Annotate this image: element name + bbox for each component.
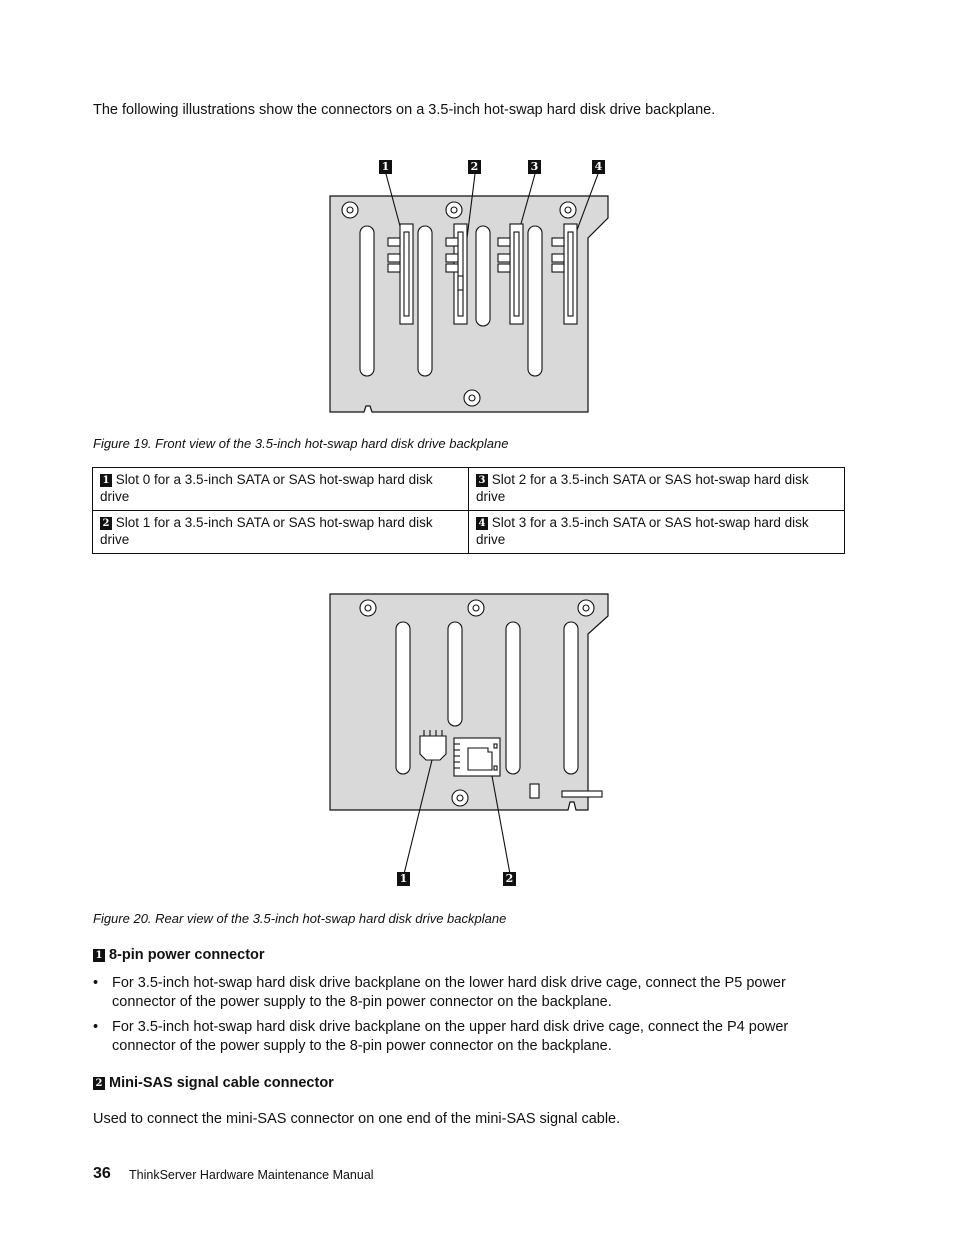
callout-badge: 1 bbox=[93, 949, 105, 962]
figure19-callout-2: 2 bbox=[468, 160, 481, 174]
figure20-callout-1: 1 bbox=[397, 872, 410, 886]
front-backplane-drawing bbox=[320, 160, 620, 420]
mini-sas-description: Used to connect the mini-SAS connector on one end of the mini-SAS signal cable. bbox=[93, 1111, 621, 1127]
section-heading-power-connector bbox=[93, 947, 265, 963]
small-jumper bbox=[530, 784, 539, 798]
footer-title: ThinkServer Hardware Maintenance Manual bbox=[129, 1168, 374, 1182]
table-row bbox=[93, 511, 845, 554]
section-heading-text: 8-pin power connector bbox=[109, 947, 265, 963]
figure-19-caption: Figure 19. Front view of the 3.5-inch hot-swap hard disk drive backplane bbox=[93, 436, 509, 451]
figure19-callout-1: 1 bbox=[379, 160, 392, 174]
table-cell bbox=[469, 468, 845, 511]
table-cell bbox=[93, 468, 469, 511]
table-row bbox=[93, 468, 845, 511]
table-cell bbox=[93, 511, 469, 554]
cell-text: Slot 0 for a 3.5-inch SATA or SAS hot-swap hard disk drive bbox=[100, 472, 433, 504]
figure19-callout-4: 4 bbox=[592, 160, 605, 174]
callout-badge: 3 bbox=[476, 474, 488, 487]
mini-sas-connector bbox=[454, 738, 500, 776]
callout-badge: 2 bbox=[93, 1077, 105, 1090]
callout-badge: 4 bbox=[476, 517, 488, 530]
power-connector-bullets bbox=[93, 974, 853, 1062]
cell-text: Slot 1 for a 3.5-inch SATA or SAS hot-swap hard disk drive bbox=[100, 515, 433, 547]
slot-legend-table bbox=[92, 467, 845, 554]
page-number: 36 bbox=[93, 1165, 111, 1182]
section-heading-mini-sas bbox=[93, 1075, 334, 1091]
list-item: • For 3.5-inch hot-swap hard disk drive backplane on the lower hard disk drive cage, connect the P5 power connector of the power supply to the 8-pin power connector on the backplane. bbox=[93, 975, 786, 1010]
intro-text: The following illustrations show the connectors on a 3.5-inch hot-swap hard disk drive backplane. bbox=[93, 102, 716, 118]
callout-badge: 1 bbox=[100, 474, 112, 487]
cell-text: Slot 3 for a 3.5-inch SATA or SAS hot-swap hard disk drive bbox=[476, 515, 809, 547]
figure20-callout-2: 2 bbox=[503, 872, 516, 886]
list-item-text: For 3.5-inch hot-swap hard disk drive backplane on the lower hard disk drive cage, connect the P5 power connector of the power supply to the 8-pin power connector on the backplane. bbox=[112, 975, 786, 1010]
pin-header bbox=[562, 791, 602, 797]
list-item: • For 3.5-inch hot-swap hard disk drive backplane on the upper hard disk drive cage, connect the P4 power connector of the power supply to the 8-pin power connector on the backplane. bbox=[93, 1019, 789, 1054]
figure19-callout-3: 3 bbox=[528, 160, 541, 174]
figure-20-caption: Figure 20. Rear view of the 3.5-inch hot-swap hard disk drive backplane bbox=[93, 911, 507, 926]
cell-text: Slot 2 for a 3.5-inch SATA or SAS hot-swap hard disk drive bbox=[476, 472, 809, 504]
table-cell bbox=[469, 511, 845, 554]
rear-backplane-drawing bbox=[320, 588, 620, 888]
section-heading-text: Mini-SAS signal cable connector bbox=[109, 1075, 334, 1091]
callout-badge: 2 bbox=[100, 517, 112, 530]
list-item-text: For 3.5-inch hot-swap hard disk drive backplane on the upper hard disk drive cage, connect the P4 power connector of the power supply to the 8-pin power connector on the backplane. bbox=[112, 1019, 789, 1054]
